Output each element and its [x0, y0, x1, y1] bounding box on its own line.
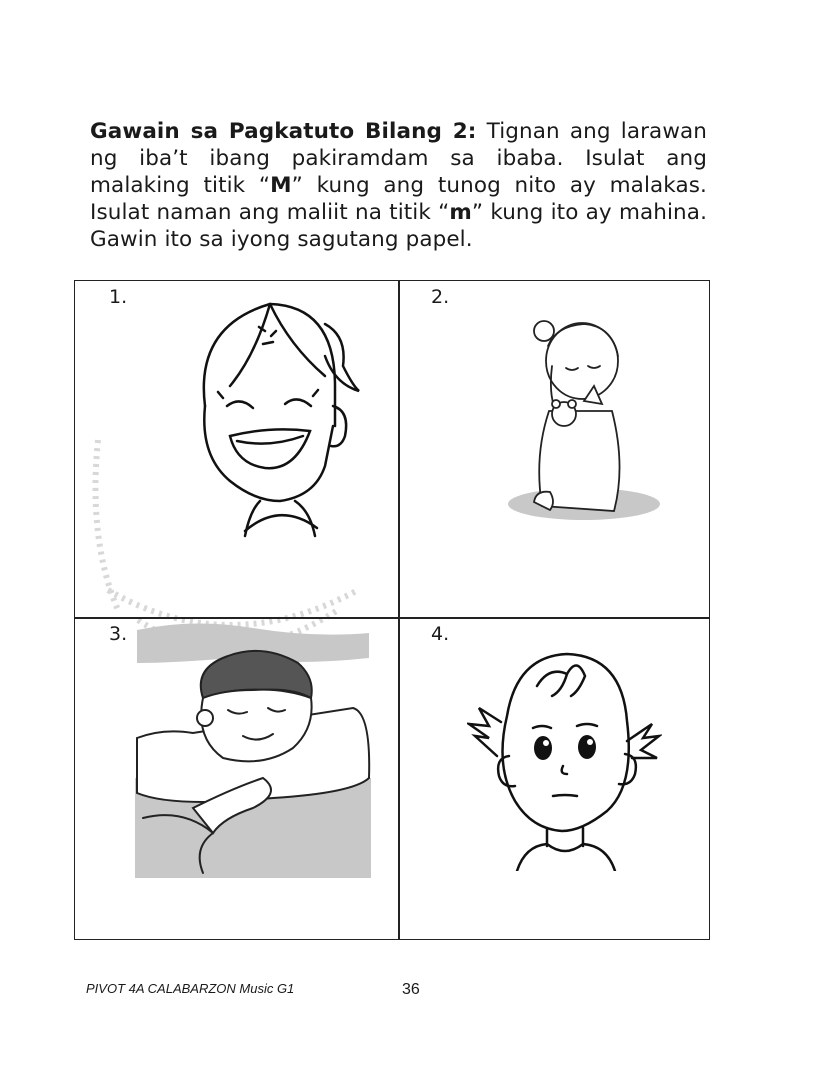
- item-number: 3.: [109, 623, 128, 645]
- item-cell-4: [399, 618, 711, 940]
- page-number: 36: [402, 981, 420, 998]
- footer-source: PIVOT 4A CALABARZON Music G1: [86, 981, 295, 996]
- uppercase-letter: M: [270, 173, 292, 198]
- lowercase-letter: m: [449, 200, 472, 225]
- activity-instructions: [90, 118, 707, 253]
- instruction-text-1: Tignan ang larawan ng iba’t ibang pakiramdam sa ibaba. Isulat ang malaking titik “: [90, 119, 707, 198]
- item-cell-2: [399, 281, 711, 617]
- praying-girl-picture: [494, 306, 664, 526]
- instruction-text-2: ” kung ang tunog nito ay malakas. Isulat naman ang maliit na titik “: [90, 173, 707, 225]
- picture-grid: [74, 280, 710, 940]
- activity-title: Gawain sa Pagkatuto Bilang 2:: [90, 119, 477, 144]
- item-cell-1: [75, 281, 398, 617]
- item-number: 1.: [109, 286, 128, 308]
- item-number: 4.: [431, 623, 450, 645]
- calm-girl-picture: [467, 646, 662, 871]
- item-number: 2.: [431, 286, 450, 308]
- sleeping-boy-picture: [133, 618, 373, 880]
- instruction-text-3: ” kung ito ay mahina. Gawin ito sa iyong sagutang papel.: [90, 200, 707, 252]
- laughing-girl-picture: [175, 296, 365, 541]
- item-cell-3: [75, 618, 398, 940]
